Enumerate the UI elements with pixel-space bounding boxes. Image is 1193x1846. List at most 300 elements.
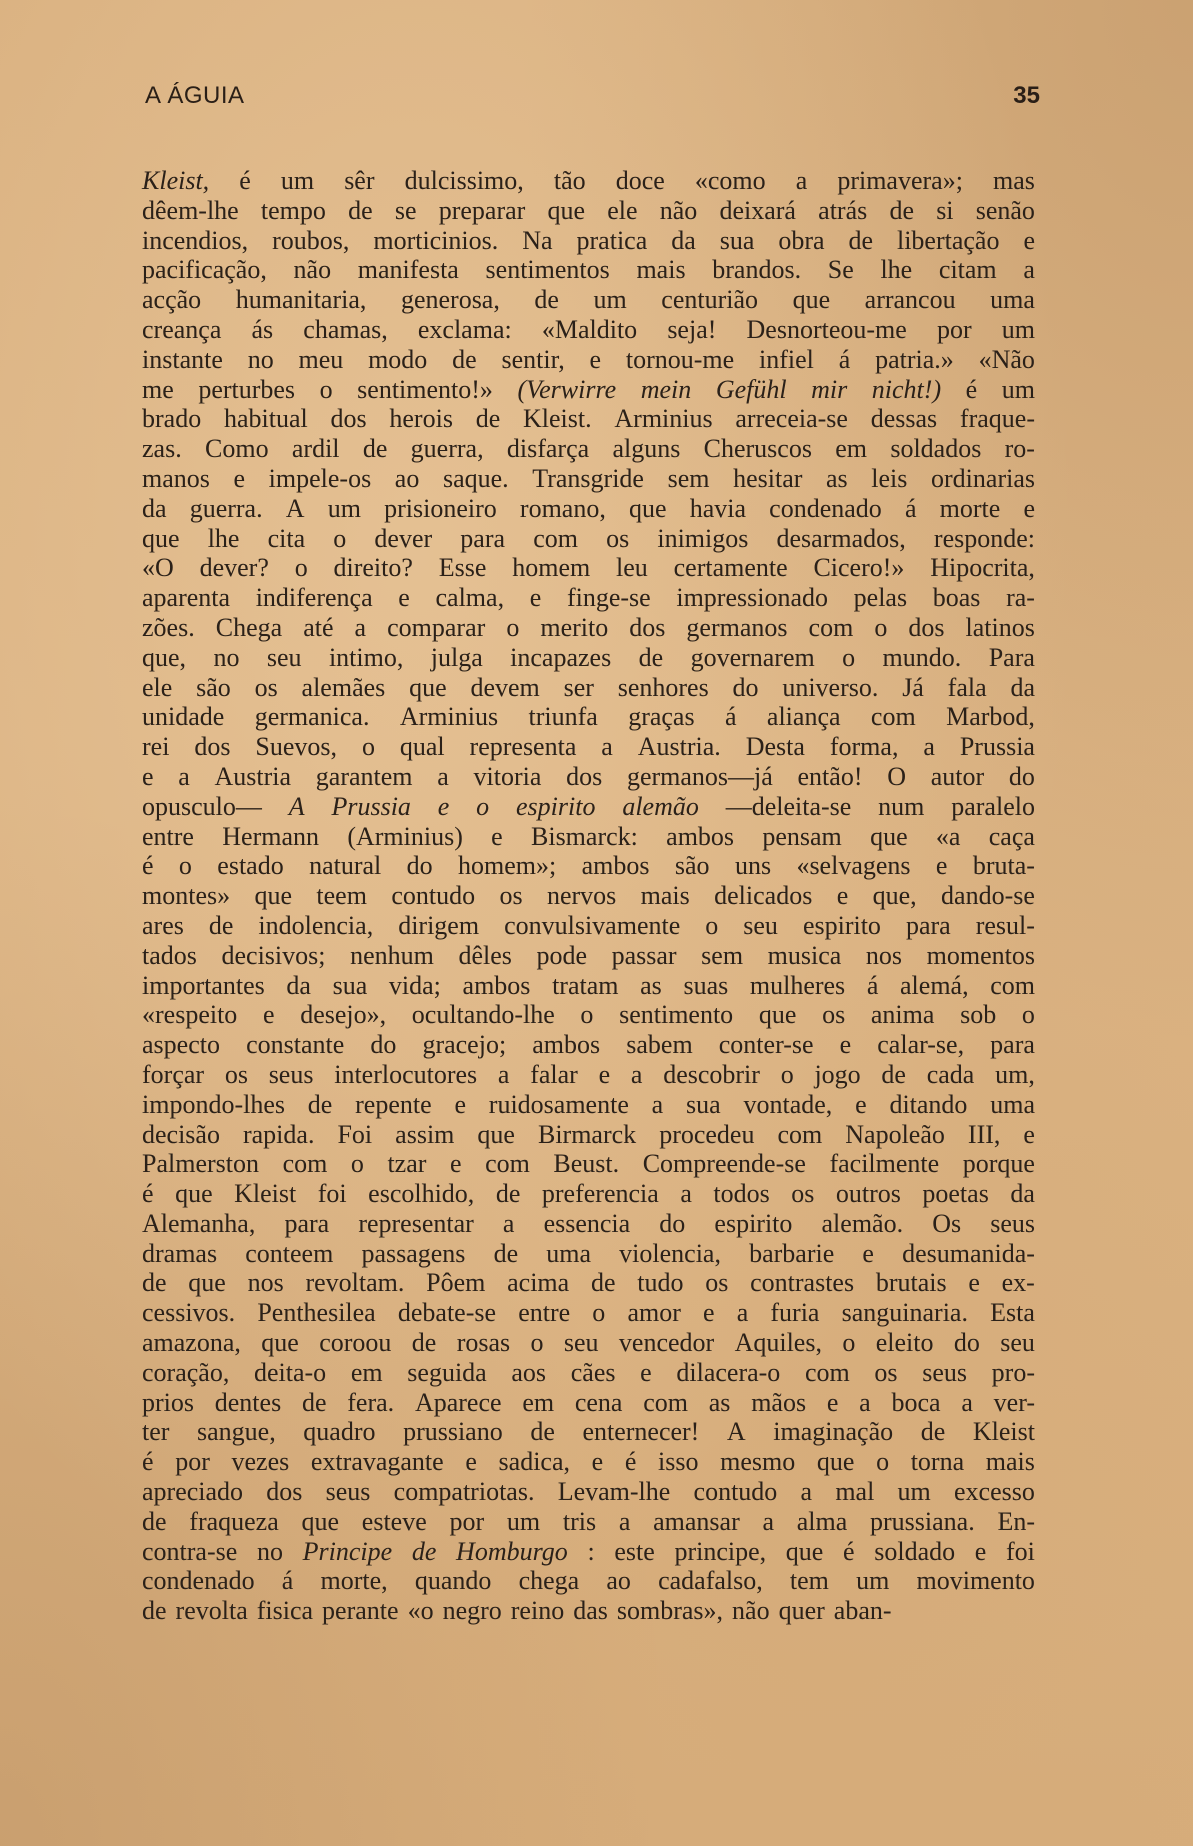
- word: sentir,: [501, 344, 565, 374]
- word: o: [705, 910, 719, 940]
- word: anima: [870, 1000, 935, 1030]
- word: ás: [251, 314, 274, 344]
- word: ra-: [1006, 583, 1035, 613]
- word: todos: [713, 1179, 770, 1209]
- word: teem: [316, 881, 367, 911]
- word: sua: [686, 1089, 721, 1119]
- word: forçar: [142, 1059, 205, 1089]
- word: herois: [389, 404, 453, 434]
- word: os: [224, 1059, 248, 1089]
- word: O: [887, 761, 906, 791]
- word: passar: [611, 940, 677, 970]
- word: forma,: [829, 732, 899, 762]
- word: Aquiles,: [734, 1328, 822, 1358]
- word: libertação: [896, 225, 1000, 255]
- word: eleito: [875, 1328, 934, 1358]
- word: dramas: [142, 1238, 218, 1268]
- word: prisioneiro: [384, 493, 497, 523]
- word: a: [630, 1059, 643, 1089]
- word: lhe: [207, 523, 240, 553]
- word: reino: [510, 1596, 565, 1626]
- word: e: [529, 583, 542, 613]
- word: dos: [566, 761, 603, 791]
- word: de: [590, 1268, 616, 1298]
- word: e: [1023, 1119, 1035, 1149]
- word: gracejo;: [422, 1030, 507, 1060]
- word: natural: [309, 851, 382, 881]
- word: sêr: [344, 166, 375, 195]
- text-line: [142, 285, 1035, 315]
- word: seu: [743, 910, 778, 940]
- word: brutais: [875, 1268, 947, 1298]
- word: Palmerston: [142, 1149, 259, 1179]
- word: garantem: [315, 761, 413, 791]
- text-line: [142, 762, 1035, 792]
- word: preferencia: [541, 1179, 659, 1209]
- word: havia: [689, 493, 746, 523]
- word: seu: [266, 642, 302, 672]
- word: «como: [694, 166, 766, 195]
- word: é: [142, 1179, 154, 1209]
- word: triunfa: [528, 702, 598, 732]
- word: lhe: [880, 255, 913, 285]
- word: ao: [394, 463, 420, 493]
- word: ordinarias: [931, 463, 1035, 493]
- word: condenado: [769, 493, 882, 523]
- word: de: [142, 1268, 167, 1298]
- text-line: [142, 673, 1035, 703]
- word: contrastes: [750, 1268, 855, 1298]
- word: delicados: [714, 881, 813, 911]
- text-line: [142, 583, 1035, 613]
- text-line: [142, 553, 1035, 583]
- word: mas: [993, 166, 1035, 195]
- text-line: [142, 971, 1035, 1001]
- word: conter-se: [718, 1030, 814, 1060]
- word: sentimento: [619, 1000, 734, 1030]
- word: dos: [266, 1477, 303, 1507]
- word: que: [261, 1328, 299, 1358]
- word: e: [589, 344, 602, 374]
- word: creança: [142, 314, 222, 344]
- word: com: [870, 702, 916, 732]
- word: que: [758, 1000, 797, 1030]
- text-line: [142, 1566, 1035, 1596]
- word: fraqueza: [189, 1506, 279, 1536]
- word: obra: [778, 225, 825, 255]
- word: incendios,: [142, 225, 249, 255]
- word: por: [449, 1506, 485, 1536]
- word: generosa,: [400, 285, 500, 315]
- word: a: [437, 761, 449, 791]
- word: que: [175, 1179, 213, 1209]
- word: espirito: [516, 791, 596, 821]
- word: Esta: [990, 1298, 1035, 1328]
- word: Kleist.: [523, 404, 592, 434]
- word: é: [843, 1536, 855, 1566]
- word: de: [208, 910, 234, 940]
- word: fraque-: [959, 404, 1035, 434]
- word: para: [460, 523, 506, 553]
- word: Penthesilea: [257, 1298, 376, 1328]
- word: rosas: [456, 1328, 511, 1358]
- word: ro-: [1004, 434, 1035, 464]
- word: mais: [640, 881, 690, 911]
- word: Transgride: [532, 463, 644, 493]
- word: indiferença: [255, 583, 373, 613]
- word: por: [936, 314, 972, 344]
- word: A: [288, 791, 305, 821]
- word: sentimento!»: [357, 374, 493, 404]
- word: Beust.: [553, 1149, 620, 1179]
- word: finge-se: [566, 583, 651, 613]
- word: dos: [629, 612, 666, 642]
- word: quer: [778, 1596, 825, 1626]
- word: sadica,: [498, 1447, 570, 1477]
- word: um: [1001, 374, 1035, 404]
- word: impressionado: [676, 583, 828, 613]
- word: o: [842, 1328, 856, 1358]
- word: a: [178, 761, 190, 791]
- word: de: [362, 434, 388, 464]
- word: é: [142, 1447, 154, 1477]
- word: sob: [960, 1000, 997, 1030]
- word: hesitar: [733, 463, 803, 493]
- word: sangue,: [197, 1417, 276, 1447]
- word: Foi: [337, 1119, 373, 1149]
- word: prussiano: [403, 1417, 503, 1447]
- text-line: [142, 1030, 1035, 1060]
- word: direito?: [333, 553, 413, 583]
- word: Arminius: [399, 702, 499, 732]
- word: «o: [407, 1596, 434, 1626]
- word: senhores: [617, 672, 709, 702]
- word: cita: [267, 523, 306, 553]
- word: á: [866, 970, 879, 1000]
- word: quadro: [303, 1417, 376, 1447]
- text-line: [142, 1477, 1035, 1507]
- word: a: [651, 1089, 664, 1119]
- word: Desta: [745, 732, 805, 762]
- word: apreciado: [142, 1477, 244, 1507]
- word: do: [1008, 761, 1035, 791]
- word: vezes: [231, 1447, 290, 1477]
- word: no: [247, 344, 274, 374]
- word: o: [294, 553, 308, 583]
- word: tratam: [552, 970, 619, 1000]
- word: isso: [658, 1447, 699, 1477]
- word: si: [936, 195, 954, 225]
- word: Kleist,: [142, 166, 210, 195]
- word: mundo.: [882, 642, 962, 672]
- word: suas: [683, 970, 729, 1000]
- word: e: [491, 821, 503, 851]
- word: ardil: [291, 434, 340, 464]
- word: pelas: [853, 583, 908, 613]
- word: a: [923, 732, 935, 762]
- text-line: [142, 1537, 1035, 1567]
- word: a: [680, 1179, 692, 1209]
- word: o: [506, 612, 520, 642]
- word: ele: [142, 672, 173, 702]
- word: as: [708, 1387, 731, 1417]
- word: as: [640, 970, 662, 1000]
- word: de: [142, 1596, 167, 1626]
- word: facilmente: [829, 1149, 940, 1179]
- text-line: [142, 434, 1035, 464]
- word: sem: [701, 940, 744, 970]
- word: sua: [332, 970, 368, 1000]
- word: o: [333, 523, 347, 553]
- word: tzar: [387, 1149, 427, 1179]
- word: Pôem: [426, 1268, 486, 1298]
- word: germanica.: [254, 702, 370, 732]
- word: ocultando-lhe: [411, 1000, 555, 1030]
- word: unidade: [142, 702, 225, 732]
- word: ditando: [889, 1089, 968, 1119]
- word: brado: [142, 404, 202, 434]
- word: um: [856, 1566, 890, 1596]
- word: seus: [325, 1477, 371, 1507]
- word: guerra,: [410, 434, 484, 464]
- word: escolhido,: [368, 1179, 475, 1209]
- word: dever: [374, 523, 433, 553]
- word: com: [485, 1149, 530, 1179]
- word: para: [905, 910, 951, 940]
- word: habitual: [223, 404, 308, 434]
- word: Gefühl: [715, 374, 787, 404]
- word: vitoria: [473, 761, 542, 791]
- word: com: [643, 1387, 688, 1417]
- word: seu: [1000, 1328, 1035, 1358]
- body-text: [142, 166, 1035, 1626]
- text-line: [142, 464, 1035, 494]
- word: alma: [796, 1506, 848, 1536]
- word: e: [262, 1000, 275, 1030]
- word: contudo: [391, 881, 476, 911]
- word: com: [804, 1357, 850, 1387]
- word: montes»: [142, 881, 231, 911]
- word: Hipocrita,: [930, 553, 1035, 583]
- word: Kleist: [972, 1417, 1035, 1447]
- word: e: [855, 1089, 867, 1119]
- word: Os: [932, 1208, 962, 1238]
- word: «selvagens: [796, 851, 911, 881]
- word: que: [142, 523, 180, 553]
- word: sombras»,: [616, 1596, 724, 1626]
- text-line: [142, 613, 1035, 643]
- word: a: [601, 732, 613, 762]
- text-line: [142, 851, 1035, 881]
- word: de: [848, 225, 874, 255]
- word: Birmarck: [537, 1119, 637, 1149]
- word: impele-os: [268, 463, 372, 493]
- word: fera.: [347, 1387, 395, 1417]
- word: por: [175, 1447, 210, 1477]
- word: dilacera-o: [676, 1357, 781, 1387]
- text-line: [142, 1120, 1035, 1150]
- word: Prussia: [959, 732, 1035, 762]
- word: mir: [811, 374, 848, 404]
- word: humanitaria,: [235, 285, 367, 315]
- word: a: [762, 1506, 775, 1536]
- word: do: [732, 672, 759, 702]
- word: compatriotas.: [393, 1477, 535, 1507]
- word: ambos: [666, 821, 735, 851]
- word: um: [327, 493, 361, 523]
- word: chega: [518, 1566, 580, 1596]
- word: passagens: [361, 1238, 466, 1268]
- text-line: [142, 1358, 1035, 1388]
- word: cadafalso,: [658, 1566, 763, 1596]
- text-line: [142, 702, 1035, 732]
- word: alemães: [301, 672, 386, 702]
- word: mein: [640, 374, 692, 404]
- word: dos: [908, 612, 945, 642]
- word: convulsivamente: [504, 910, 681, 940]
- word: mesmo: [720, 1447, 796, 1477]
- text-line: [142, 1179, 1035, 1209]
- word: não: [293, 255, 332, 285]
- word: á: [724, 702, 737, 732]
- word: quando: [414, 1566, 492, 1596]
- word: seus: [268, 1059, 314, 1089]
- word: os: [791, 1179, 815, 1209]
- word: e: [465, 1447, 477, 1477]
- word: os: [499, 881, 523, 911]
- text-line: [142, 881, 1035, 911]
- word: perturbes: [198, 374, 296, 404]
- word: repente: [355, 1089, 432, 1119]
- word: os: [705, 1268, 729, 1298]
- word: de: [495, 1179, 521, 1209]
- text-line: [142, 1209, 1035, 1239]
- word: morte,: [320, 1566, 388, 1596]
- word: III,: [967, 1119, 1001, 1149]
- word: tris: [562, 1506, 597, 1536]
- word: os: [606, 523, 630, 553]
- word: espirito: [802, 910, 881, 940]
- word: aliança: [766, 702, 841, 732]
- word: em: [350, 1357, 383, 1387]
- word: primavera»;: [837, 166, 963, 195]
- word: homem»;: [458, 851, 557, 881]
- word: procedeu: [659, 1119, 755, 1149]
- word: para: [284, 1208, 330, 1238]
- word: alemão.: [821, 1208, 904, 1238]
- word: Esse: [438, 553, 487, 583]
- word: que: [785, 1536, 824, 1566]
- word: aban-: [833, 1596, 892, 1626]
- word: Já: [902, 672, 924, 702]
- word: um,: [995, 1059, 1035, 1089]
- word: espirito: [714, 1208, 793, 1238]
- word: de: [142, 1506, 167, 1536]
- word: o: [842, 642, 856, 672]
- word: modo: [368, 344, 428, 374]
- word: musica: [767, 940, 842, 970]
- word: Marbod,: [946, 702, 1035, 732]
- word: uma: [990, 285, 1035, 315]
- word: pacificação,: [142, 255, 267, 285]
- word: tem: [789, 1566, 829, 1596]
- word: os: [874, 1357, 898, 1387]
- word: sabem: [626, 1030, 693, 1060]
- word: excesso: [954, 1477, 1035, 1507]
- word: e: [862, 1238, 874, 1268]
- word: comparar: [387, 612, 486, 642]
- word: desarmados,: [776, 523, 906, 553]
- word: caça: [988, 821, 1035, 851]
- word: com: [808, 612, 854, 642]
- word: infiel: [759, 344, 814, 374]
- word: «Não: [978, 344, 1035, 374]
- word: e: [454, 1089, 466, 1119]
- word: a: [859, 1387, 871, 1417]
- word: revoltam.: [305, 1268, 405, 1298]
- word: cada: [926, 1059, 975, 1089]
- word: dos: [194, 732, 231, 762]
- word: e: [968, 1268, 980, 1298]
- word: acção: [142, 285, 202, 315]
- word: do: [659, 1208, 686, 1238]
- word: opusculo—: [142, 791, 262, 821]
- word: «respeito: [142, 1000, 238, 1030]
- word: ser: [563, 672, 594, 702]
- word: de: [534, 285, 559, 315]
- word: são: [196, 672, 231, 702]
- word: uns: [734, 851, 772, 881]
- word: que,: [872, 881, 917, 911]
- word: brandos.: [712, 255, 802, 285]
- word: um: [897, 1477, 931, 1507]
- word: a: [497, 1059, 510, 1089]
- word: que: [301, 1506, 340, 1536]
- word: deita-o: [254, 1357, 327, 1387]
- word: extravagante: [310, 1447, 444, 1477]
- word: são: [674, 851, 710, 881]
- word: Bismarck:: [531, 821, 638, 851]
- word: alemão: [622, 791, 699, 821]
- word: incapazes: [510, 642, 612, 672]
- word: com: [533, 523, 578, 553]
- word: mulheres: [749, 970, 846, 1000]
- word: coração,: [142, 1357, 230, 1387]
- word: entre: [518, 1298, 571, 1328]
- word: manos: [142, 463, 210, 493]
- word: e: [1023, 493, 1035, 523]
- word: pratica: [576, 225, 648, 255]
- word: com: [990, 970, 1035, 1000]
- word: a: [502, 1208, 515, 1238]
- word: num: [878, 791, 925, 821]
- word: falar: [530, 1059, 578, 1089]
- word: principe,: [674, 1536, 767, 1566]
- word: preparar: [438, 195, 526, 225]
- word: um: [280, 166, 315, 195]
- word: até: [303, 612, 334, 642]
- word: de: [920, 1417, 946, 1447]
- word: morte: [939, 493, 1001, 523]
- word: representa: [469, 732, 577, 762]
- word: da: [671, 225, 696, 255]
- word: dêem-lhe: [142, 195, 239, 225]
- word: seus: [990, 1208, 1035, 1238]
- word: Na: [522, 225, 553, 255]
- word: Hermann: [222, 821, 320, 851]
- text-line: [142, 166, 1035, 196]
- word: que: [628, 493, 667, 523]
